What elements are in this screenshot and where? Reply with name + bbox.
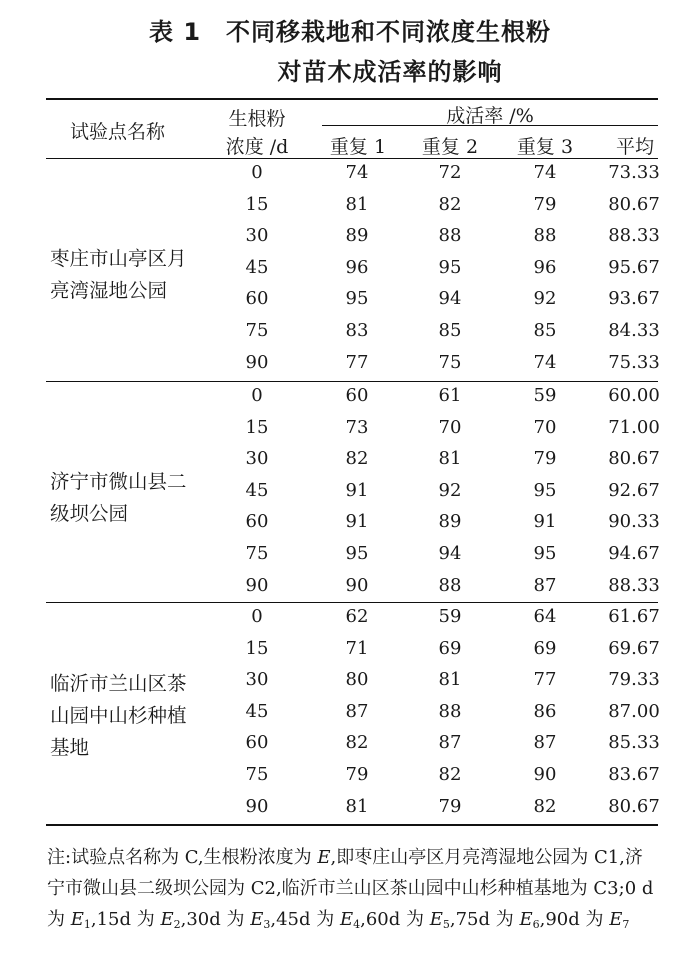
cell-concentration: 90 xyxy=(245,795,269,817)
site-name-group-3 xyxy=(50,668,187,764)
cell-concentration: 60 xyxy=(245,732,269,754)
cell-rep2: 70 xyxy=(438,416,462,438)
cell-rep3: 70 xyxy=(533,416,557,438)
note-concentration-item: 75d 为 $E_6$, xyxy=(455,909,546,931)
cell-rep3: 87 xyxy=(533,574,557,596)
note-item-subscript: 5 xyxy=(442,918,450,931)
cell-rep3: 79 xyxy=(533,448,557,470)
cell-rep3: 92 xyxy=(533,288,557,310)
cell-average: 71.00 xyxy=(608,416,660,438)
cell-rep3: 64 xyxy=(533,606,557,627)
cell-average: 85.33 xyxy=(608,732,660,754)
cell-concentration: 60 xyxy=(245,288,269,310)
note-item-subscript: 2 xyxy=(173,918,181,931)
cell-rep2: 72 xyxy=(438,162,462,183)
bottom-rule xyxy=(46,824,658,826)
cell-average: 79.33 xyxy=(608,669,660,691)
cell-average: 93.67 xyxy=(608,288,660,310)
header-rep2: 重复 2 xyxy=(421,136,479,158)
note-item-subscript: 7 xyxy=(622,918,630,931)
cell-rep1: 89 xyxy=(345,225,369,247)
note-concentration-item: 30d 为 $E_3$, xyxy=(186,909,277,931)
cell-concentration: 75 xyxy=(245,543,269,564)
cell-rep2: 94 xyxy=(438,288,462,310)
site-name-line: 山园中山杉种植 xyxy=(50,704,187,727)
cell-rep3: 77 xyxy=(533,669,557,691)
cell-rep3: 95 xyxy=(533,479,557,501)
cell-rep3: 86 xyxy=(533,700,557,722)
cell-rep2: 81 xyxy=(438,448,462,470)
cell-rep1: 82 xyxy=(345,732,369,754)
header-survival-rate: 成活率 /% xyxy=(446,105,534,127)
cell-rep2: 88 xyxy=(438,225,462,247)
site-name-line: 基地 xyxy=(50,736,90,759)
note-item-subscript: 3 xyxy=(263,918,271,931)
cell-concentration: 45 xyxy=(245,256,269,278)
cell-rep2: 59 xyxy=(438,606,462,627)
cell-rep2: 79 xyxy=(438,795,462,817)
cell-rep2: 88 xyxy=(438,700,462,722)
cell-rep1: 83 xyxy=(345,320,369,341)
note-var-e: E xyxy=(317,847,331,868)
cell-average: 73.33 xyxy=(608,162,660,183)
cell-rep1: 90 xyxy=(345,574,369,596)
top-rule xyxy=(46,98,658,100)
cell-rep1: 87 xyxy=(345,700,369,722)
cell-rep3: 85 xyxy=(533,320,557,341)
cell-rep2: 69 xyxy=(438,637,462,659)
cell-rep1: 71 xyxy=(345,637,369,659)
cell-rep2: 95 xyxy=(438,256,462,278)
cell-rep2: 88 xyxy=(438,574,462,596)
note-item-subscript: 4 xyxy=(353,918,361,931)
cell-rep2: 94 xyxy=(438,543,462,564)
cell-average: 84.33 xyxy=(608,320,660,341)
cell-rep2: 81 xyxy=(438,669,462,691)
cell-rep3: 69 xyxy=(533,637,557,659)
note-concentration-item: 90d 为 $E_7$ xyxy=(545,909,630,931)
cell-concentration: 15 xyxy=(245,416,269,438)
cell-rep1: 95 xyxy=(345,288,369,310)
header-concentration-line1: 生根粉 xyxy=(228,108,286,130)
cell-rep2: 82 xyxy=(438,764,462,785)
header-rep1: 重复 1 xyxy=(329,136,387,158)
cell-concentration: 75 xyxy=(245,320,269,341)
cell-rep3: 82 xyxy=(533,795,557,817)
cell-concentration: 0 xyxy=(251,606,263,627)
note-item-subscript: 1 xyxy=(83,918,91,931)
cell-rep1: 81 xyxy=(345,795,369,817)
cell-average: 90.33 xyxy=(608,511,660,533)
cell-rep1: 95 xyxy=(345,543,369,564)
header-rep3: 重复 3 xyxy=(516,136,574,158)
site-name-line: 级坝公园 xyxy=(50,502,129,525)
cell-average: 88.33 xyxy=(608,574,660,596)
cell-average: 80.67 xyxy=(608,795,660,817)
note-concentration-item: 15d 为 $E_2$, xyxy=(96,909,187,931)
cell-concentration: 45 xyxy=(245,479,269,501)
cell-rep3: 87 xyxy=(533,732,557,754)
cell-rep3: 91 xyxy=(533,511,557,533)
note-item-var: E xyxy=(339,909,354,930)
note-item-var: E xyxy=(250,909,264,930)
cell-rep1: 62 xyxy=(345,606,369,627)
cell-rep1: 60 xyxy=(345,385,369,406)
cell-average: 83.67 xyxy=(608,764,660,785)
note-item-subscript: 6 xyxy=(532,918,540,931)
cell-rep1: 73 xyxy=(345,416,369,438)
cell-average: 80.67 xyxy=(608,193,660,215)
cell-average: 92.67 xyxy=(608,479,660,501)
note-concentration-item: 0 d 为 $E_1$, xyxy=(47,878,654,931)
note-prefix: 注:试验点名称为 C,生根粉浓度为 xyxy=(47,847,318,868)
header-concentration-line2: 浓度 /d xyxy=(225,136,289,158)
cell-average: 95.67 xyxy=(608,256,660,278)
cell-average: 61.67 xyxy=(608,606,660,627)
cell-concentration: 30 xyxy=(245,669,269,691)
cell-rep1: 81 xyxy=(345,193,369,215)
cell-rep3: 96 xyxy=(533,256,557,278)
cell-rep3: 74 xyxy=(533,351,557,373)
table-title-line1: 表 1 不同移栽地和不同浓度生根粉 xyxy=(148,18,552,46)
cell-rep3: 95 xyxy=(533,543,557,564)
cell-rep2: 89 xyxy=(438,511,462,533)
cell-average: 88.33 xyxy=(608,225,660,247)
site-name-line: 亮湾湿地公园 xyxy=(50,279,168,302)
cell-average: 75.33 xyxy=(608,351,660,373)
cell-rep3: 59 xyxy=(533,385,557,406)
cell-average: 94.67 xyxy=(608,543,660,564)
site-name-line: 枣庄市山亭区月 xyxy=(50,247,187,270)
header-site-name: 试验点名称 xyxy=(69,121,165,143)
table-title-line2: 对苗木成活率的影响 xyxy=(277,58,503,86)
cell-rep2: 92 xyxy=(438,479,462,501)
cell-rep2: 87 xyxy=(438,732,462,754)
cell-rep3: 74 xyxy=(533,162,557,183)
cell-concentration: 45 xyxy=(245,700,269,722)
cell-rep1: 79 xyxy=(345,764,369,785)
cell-concentration: 15 xyxy=(245,193,269,215)
group2-bottom-rule xyxy=(46,602,658,603)
cell-average: 80.67 xyxy=(608,448,660,470)
site-name-line: 临沂市兰山区茶 xyxy=(50,672,187,695)
cell-concentration: 60 xyxy=(245,511,269,533)
cell-average: 87.00 xyxy=(608,700,660,722)
cell-rep2: 75 xyxy=(438,351,462,373)
cell-rep2: 85 xyxy=(438,320,462,341)
cell-rep1: 80 xyxy=(345,669,369,691)
cell-concentration: 30 xyxy=(245,448,269,470)
cell-concentration: 0 xyxy=(251,162,263,183)
cell-concentration: 90 xyxy=(245,351,269,373)
note-item-var: E xyxy=(160,909,174,930)
site-name-group-2 xyxy=(50,466,187,530)
cell-concentration: 15 xyxy=(245,637,269,659)
group1-bottom-rule xyxy=(46,381,658,382)
cell-rep3: 88 xyxy=(533,225,557,247)
cell-average: 60.00 xyxy=(608,385,660,406)
note-item-var: E xyxy=(429,909,443,930)
cell-rep1: 91 xyxy=(345,479,369,501)
cell-concentration: 30 xyxy=(245,225,269,247)
note-concentration-item: 45d 为 $E_4$, xyxy=(276,909,366,931)
note-mid: ,即枣庄山亭区月亮湾湿地公园为 C1,济宁市微山县二级坝公园为 C2,临沂市兰山区茶山园中山杉种植基地为 C3; xyxy=(47,847,643,899)
cell-rep1: 77 xyxy=(345,351,369,373)
cell-rep3: 79 xyxy=(533,193,557,215)
cell-rep1: 96 xyxy=(345,256,369,278)
cell-rep3: 90 xyxy=(533,764,557,785)
cell-rep1: 74 xyxy=(345,162,369,183)
note-item-var: E xyxy=(70,909,84,930)
note-item-var: E xyxy=(519,909,533,930)
cell-average: 69.67 xyxy=(608,637,660,659)
cell-concentration: 0 xyxy=(251,385,263,406)
cell-concentration: 75 xyxy=(245,764,269,785)
cell-rep2: 61 xyxy=(438,385,462,406)
header-average: 平均 xyxy=(615,136,654,158)
site-name-group-1 xyxy=(50,243,187,307)
note-concentration-item: 60d 为 $E_5$, xyxy=(365,909,456,931)
cell-rep2: 82 xyxy=(438,193,462,215)
cell-concentration: 90 xyxy=(245,574,269,596)
table-note xyxy=(47,842,659,940)
note-item-var: E xyxy=(609,909,623,930)
site-name-line: 济宁市微山县二 xyxy=(50,470,187,493)
cell-rep1: 91 xyxy=(345,511,369,533)
cell-rep1: 82 xyxy=(345,448,369,470)
